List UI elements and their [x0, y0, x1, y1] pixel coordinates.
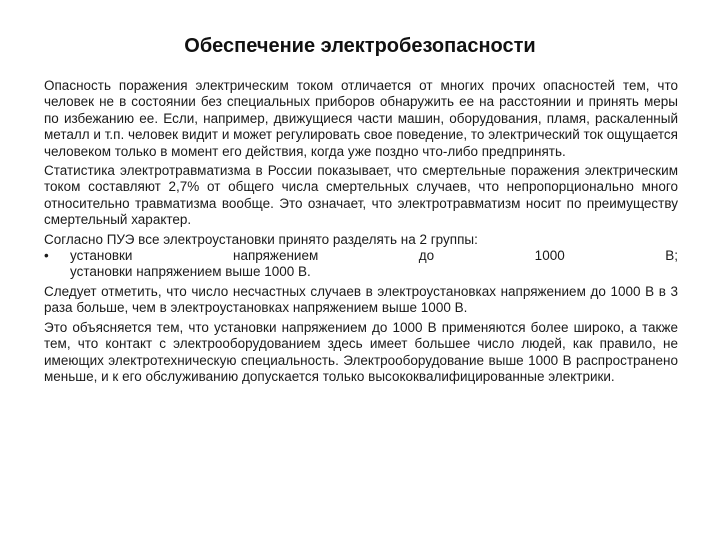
bullet-icon: • — [44, 248, 49, 264]
paragraph-statistics: Статистика электротравматизма в России показывает, что смертельные поражения электрическим током составляют 2,7% от общего числа смертельных случаев, что непропорционально много относительно травматизма вообще. Это означает, что электротравматизм носит по преимуществу смертельный характер. — [44, 163, 678, 228]
slide-body — [44, 78, 678, 385]
paragraph-accidents: Следует отметить, что число несчастных случаев в электроустановках напряжением до 1000 В в 3 раза больше, чем в электроустановках напряжением выше 1000 В. — [44, 283, 678, 316]
paragraph-danger: Опасность поражения электрическим током отличается от многих прочих опасностей тем, что человек не в состоянии без специальных приборов обнаружить ее на расстоянии и принять меры по избежанию ее. Если, например, движущиеся части машин, оборудования, пламя, раскаленный металл и т.п. человек видит и может регулировать свое поведение, то электрический ток ощущается человеком только в момент его действия, когда уже поздно что-либо предпринять. — [44, 78, 678, 159]
paragraph-explanation: Это объясняется тем, что установки напряжением до 1000 В применяются более широко, а также тем, что контакт с электрооборудованием здесь имеет большее число людей, как правило, не имеющих электротехническую специальность. Электрооборудование выше 1000 В распространено меньше, и к его обслуживанию допускается только высококвалифицированные электрики. — [44, 319, 678, 384]
bullet-text: установки напряжением до 1000 В; — [70, 248, 678, 264]
slide-title: Обеспечение электробезопасности — [184, 35, 536, 57]
paragraph-groups-intro: Согласно ПУЭ все электроустановки принято разделять на 2 группы: — [44, 231, 478, 247]
list-item — [44, 248, 678, 264]
bullet-continuation: установки напряжением выше 1000 В. — [70, 264, 311, 280]
